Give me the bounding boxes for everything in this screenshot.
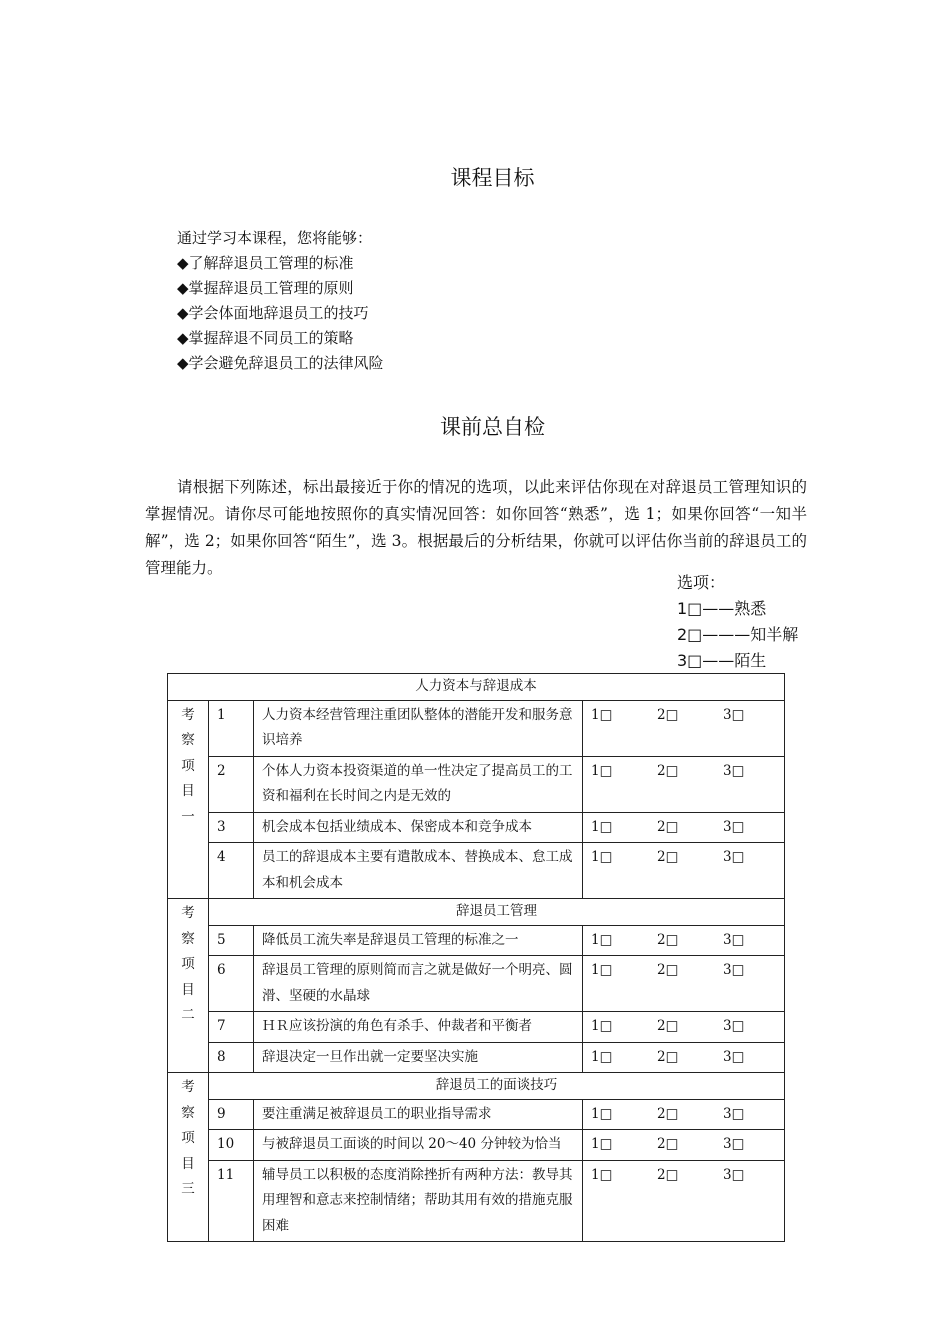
rating-checkbox-2[interactable]: 2□ <box>657 1105 679 1122</box>
rating-checkbox-3[interactable]: 3□ <box>723 1105 745 1122</box>
item-number: 9 <box>209 1099 254 1130</box>
table-row <box>168 812 785 843</box>
rating-checkbox-2[interactable]: 2□ <box>657 762 679 779</box>
item-statement: 辞退决定一旦作出就一定要坚决实施 <box>254 1042 583 1073</box>
item-number: 7 <box>209 1012 254 1043</box>
section-header: 辞退员工的面谈技巧 <box>209 1073 785 1100</box>
rating-checkbox-1[interactable]: 1□ <box>591 849 613 865</box>
group-label: 考 察 项 目 二 <box>168 899 209 1073</box>
objective-item: ◆掌握辞退员工管理的原则 <box>177 279 354 297</box>
table-row <box>168 1130 785 1161</box>
instructions-paragraph: 请根据下列陈述，标出最接近于你的情况的选项，以此来评估你现在对辞退员工管理知识的掌握情况。请你尽可能地按照你的真实情况回答：如你回答“熟悉”，选 1；如果你回答“一知半解”，选 2；如果你回答“陌生”，选 3。根据最后的分析结果，你就可以评估你当前的辞退员工的管理能力。 <box>145 478 807 577</box>
rating-checkbox-1[interactable]: 1□ <box>591 1136 613 1152</box>
rating-options <box>583 1160 785 1242</box>
rating-checkbox-1[interactable]: 1□ <box>591 931 613 948</box>
group-label: 考 察 项 目 一 <box>168 700 209 899</box>
item-number: 3 <box>209 812 254 843</box>
rating-checkbox-2[interactable]: 2□ <box>657 1018 679 1034</box>
rating-checkbox-2[interactable]: 2□ <box>657 849 679 865</box>
section-header: 辞退员工管理 <box>209 899 785 926</box>
rating-checkbox-3[interactable]: 3□ <box>723 1018 745 1034</box>
table-row <box>168 956 785 1012</box>
rating-checkbox-3[interactable]: 3□ <box>723 762 745 779</box>
item-number: 2 <box>209 756 254 812</box>
rating-options <box>583 925 785 956</box>
option-item: 3□——陌生 <box>677 651 767 670</box>
group-label: 考 察 项 目 三 <box>168 1073 209 1242</box>
rating-options <box>583 1012 785 1043</box>
rating-checkbox-1[interactable]: 1□ <box>591 1018 613 1034</box>
rating-checkbox-1[interactable]: 1□ <box>591 1048 613 1065</box>
rating-checkbox-3[interactable]: 3□ <box>723 1136 745 1152</box>
table-row <box>168 756 785 812</box>
item-number: 8 <box>209 1042 254 1073</box>
rating-checkbox-1[interactable]: 1□ <box>591 962 613 978</box>
rating-checkbox-3[interactable]: 3□ <box>723 931 745 948</box>
item-statement: 员工的辞退成本主要有遣散成本、替换成本、怠工成本和机会成本 <box>254 843 583 899</box>
rating-options <box>583 1099 785 1130</box>
rating-options <box>583 700 785 756</box>
item-statement: 辅导员工以积极的态度消除挫折有两种方法：教导其用理智和意志来控制情绪；帮助其用有效的措施克服困难 <box>254 1160 583 1242</box>
item-statement: 个体人力资本投资渠道的单一性决定了提高员工的工资和福利在长时间之内是无效的 <box>254 756 583 812</box>
intro-block <box>177 226 384 376</box>
rating-checkbox-1[interactable]: 1□ <box>591 762 613 779</box>
table-row <box>168 1012 785 1043</box>
section-header-row <box>168 899 785 926</box>
rating-checkbox-2[interactable]: 2□ <box>657 706 679 723</box>
rating-checkbox-3[interactable]: 3□ <box>723 706 745 723</box>
item-number: 4 <box>209 843 254 899</box>
objective-item: ◆掌握辞退不同员工的策略 <box>177 329 354 347</box>
table-row <box>168 925 785 956</box>
item-statement: 机会成本包括业绩成本、保密成本和竞争成本 <box>254 812 583 843</box>
item-statement: 降低员工流失率是辞退员工管理的标准之一 <box>254 925 583 956</box>
self-check-table <box>167 673 785 1242</box>
item-number: 10 <box>209 1130 254 1161</box>
objective-item: ◆了解辞退员工管理的标准 <box>177 254 354 272</box>
rating-checkbox-2[interactable]: 2□ <box>657 818 679 835</box>
section-header-row <box>168 1073 785 1100</box>
section-header-row <box>168 674 785 701</box>
objective-item: ◆学会避免辞退员工的法律风险 <box>177 354 384 372</box>
item-statement: 要注重满足被辞退员工的职业指导需求 <box>254 1099 583 1130</box>
options-label: 选项： <box>677 573 726 592</box>
rating-options <box>583 756 785 812</box>
table-row <box>168 700 785 756</box>
rating-options <box>583 812 785 843</box>
rating-checkbox-2[interactable]: 2□ <box>657 1136 679 1152</box>
rating-checkbox-3[interactable]: 3□ <box>723 1166 745 1183</box>
rating-checkbox-3[interactable]: 3□ <box>723 1048 745 1065</box>
table-row <box>168 1160 785 1242</box>
rating-checkbox-1[interactable]: 1□ <box>591 1105 613 1122</box>
course-objectives-title: 课程目标 <box>450 166 535 190</box>
options-legend <box>677 570 798 674</box>
objective-item: ◆学会体面地辞退员工的技巧 <box>177 304 369 322</box>
intro-lead: 通过学习本课程，您将能够： <box>177 229 373 247</box>
item-number: 11 <box>209 1160 254 1242</box>
rating-checkbox-1[interactable]: 1□ <box>591 1166 613 1183</box>
item-statement: ＨＲ应该扮演的角色有杀手、仲裁者和平衡者 <box>254 1012 583 1043</box>
option-item: 2□———知半解 <box>677 625 799 644</box>
item-statement: 辞退员工管理的原则简而言之就是做好一个明亮、圆滑、坚硬的水晶球 <box>254 956 583 1012</box>
rating-checkbox-3[interactable]: 3□ <box>723 818 745 835</box>
item-statement: 与被辞退员工面谈的时间以 20～40 分钟较为恰当 <box>254 1130 583 1161</box>
table-row <box>168 1042 785 1073</box>
item-statement: 人力资本经营管理注重团队整体的潜能开发和服务意识培养 <box>254 700 583 756</box>
item-number: 5 <box>209 925 254 956</box>
rating-checkbox-2[interactable]: 2□ <box>657 962 679 978</box>
rating-options <box>583 843 785 899</box>
rating-checkbox-3[interactable]: 3□ <box>723 962 745 978</box>
rating-checkbox-3[interactable]: 3□ <box>723 849 745 865</box>
rating-options <box>583 956 785 1012</box>
rating-checkbox-2[interactable]: 2□ <box>657 931 679 948</box>
item-number: 6 <box>209 956 254 1012</box>
option-item: 1□——熟悉 <box>677 599 767 618</box>
rating-checkbox-2[interactable]: 2□ <box>657 1048 679 1065</box>
rating-checkbox-2[interactable]: 2□ <box>657 1166 679 1183</box>
rating-checkbox-1[interactable]: 1□ <box>591 818 613 835</box>
section-header: 人力资本与辞退成本 <box>168 674 785 701</box>
rating-options <box>583 1042 785 1073</box>
rating-checkbox-1[interactable]: 1□ <box>591 706 613 723</box>
item-number: 1 <box>209 700 254 756</box>
table-row <box>168 843 785 899</box>
self-check-title: 课前总自检 <box>440 415 545 439</box>
table-row <box>168 1099 785 1130</box>
rating-options <box>583 1130 785 1161</box>
